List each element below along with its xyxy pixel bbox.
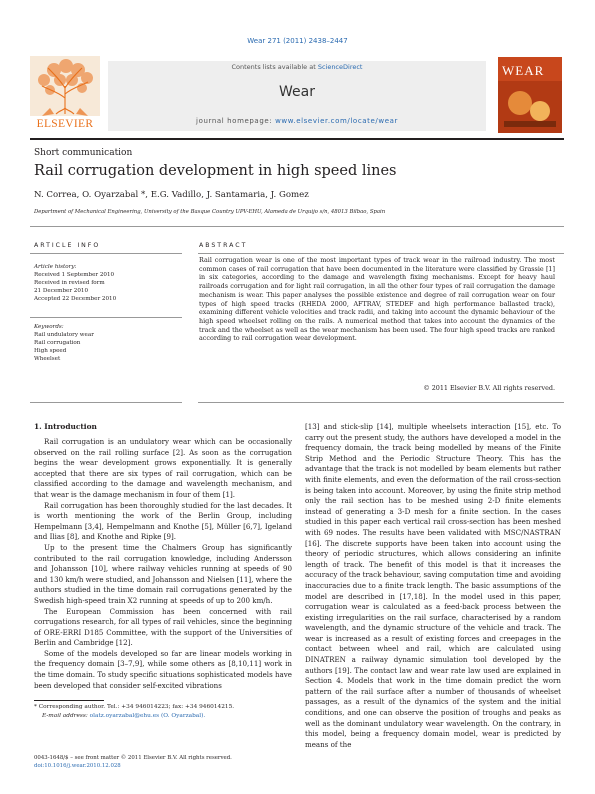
author-affiliation: Department of Mechanical Engineering, University of the Basque Country UPV-EHU, Alameda de Urquijo s/n, 48013 Bilbao, Spain [34, 209, 386, 215]
history-item: 21 December 2010 [34, 288, 89, 294]
abstract-heading: ABSTRACT [199, 242, 248, 249]
article-type: Short communication [34, 148, 133, 158]
journal-homepage: journal homepage: www.elsevier.com/locate/wear [196, 117, 398, 125]
author-list: N. Correa, O. Oyarzabal *, E.G. Vadillo, J. Santamaria, J. Gomez [34, 190, 309, 200]
sciencedirect-link[interactable]: ScienceDirect [317, 63, 363, 71]
article-info-rule [30, 253, 182, 254]
footnote-contact: * Corresponding author. Tel.: +34 946014223; fax: +34 946014215. [34, 704, 235, 710]
copyright-line: © 2011 Elsevier B.V. All rights reserved. [423, 384, 555, 392]
publication-info [34, 754, 292, 770]
journal-citation[interactable]: Wear 271 (2011) 2438–2447 [247, 37, 348, 45]
cover-title: WEAR [502, 63, 545, 78]
footnote-rule [34, 700, 104, 701]
history-item: Accepted 22 December 2010 [34, 296, 117, 302]
paragraph: The European Commission has been concerned with rail corrugations research, for all types of rail vehicles, since the beginning of ORE-ERRI D185 Committee, with the support of the Universities of Berlin and Cambridge [12]. [34, 606, 292, 648]
doi-link[interactable]: doi:10.1016/j.wear.2010.12.028 [34, 763, 121, 769]
abstract-text: Rail corrugation wear is one of the most important types of track wear in the railroad industry. The most common cases of rail corrugation that have been documented in the literature were classified by Grassie [1] in six categories, according to the damage and wavelength fixing mechanisms. Except for heavy haul railroads corrugation and for light rail corrugation, in all the other four types of rail corrugation the damage mechanism is wear. This paper analyses the possible existence and degree of rail corrugation wear on four types of high speed tracks (RHEDA 2000, AFTRAV, STEDEF and high performance ballasted track), examining different vehicle velocities and track radii, and taking into account the dynamic behaviour of the high speed wheelset rolling on the rails. A numerical method that takes into account the dynamics of the track and the wheelset as well as the wear mechanism has been used. The four high speed tracks are ranked according to rail corrugation wear development. [199, 256, 555, 343]
body-column-right [305, 422, 561, 750]
issn-line: 0043-1648/$ – see front matter © 2011 Elsevier B.V. All rights reserved. [34, 755, 232, 761]
cover-art [498, 81, 562, 133]
article-history [34, 263, 116, 303]
article-info-bottom-rule [30, 402, 182, 403]
abstract-bottom-rule [198, 402, 564, 403]
paragraph: Rail corrugation is an undulatory wear which can be occasionally observed on the rail rolling surface [2]. As soon as the corrugation begins the wear development grows exponentially. It is generally accepted that there are six types of rail corrugation, which can be classified according to the damage and wavelength mechanism, and that wear is the damage mechanism in four of them [1]. [34, 437, 292, 499]
paragraph: Up to the present time the Chalmers Group has significantly contributed to the rail corrugation knowledge, including Andersson and Johansson [10], where railway vehicles running at speeds of 90 and 130 km/h were studied, and Johansson and Nielsen [11], where the authors studied in the time domain rail corrugations generated by the Swedish high-speed train X2 running at speeds of up to 200 km/h. [34, 542, 292, 605]
history-item: Received in revised form [34, 280, 105, 286]
article-info-heading: ARTICLE INFO [34, 242, 101, 249]
section-title-introduction: 1. Introduction [34, 422, 97, 431]
homepage-link[interactable]: www.elsevier.com/locate/wear [275, 117, 398, 125]
abstract-rule [198, 253, 564, 254]
keywords-block [34, 323, 94, 363]
body-column-left [34, 437, 292, 691]
keyword-item: Wheelset [34, 356, 61, 362]
contents-available-line: Contents lists available at ScienceDirect [231, 63, 363, 71]
paragraph: Some of the models developed so far are linear models working in the frequency domain [3–7,9], while some others as [8,10,11] work in the time domain. To study specific situations sophisticated models have been developed that consider self-excited vibrations [34, 648, 292, 690]
email-label: E-mail address: [42, 712, 90, 719]
article-title: Rail corrugation development in high speed lines [34, 163, 397, 179]
journal-cover-image [498, 57, 562, 133]
article-history-label: Article history: [34, 264, 77, 270]
keywords-rule [30, 317, 182, 318]
paragraph: Rail corrugation has been thoroughly studied for the last decades. It is worth mentioning the work of the Berlin Group, including Hempelmann [3,4], Hempelmann and Knothe [5], Müller [6,7], Igeland and Ilias [8], and Knothe and Ripke [9]. [34, 500, 292, 542]
journal-title: Wear [279, 84, 315, 100]
paragraph: [13] and stick-slip [14], multiple wheelsets interaction [15], etc. To carry out the present study, the authors have developed a model in the frequency domain, the track being modelled by means of the Finite Strip Method and the Periodic Structure Theory. This has the advantage that the track is not modelled by beam elements but rather with finite elements, and even the deformation of the rail cross-section is being taken into account. Moreover, by using the finite strip method only the rail section has to be meshed using 2-D finite elements instead of generating a 3-D mesh for a finite section. In the cases studied in this paper each vertical rail cross-section has been meshed with 69 nodes. The results have been validated with MSC/NASTRAN [16]. The discrete supports have been taken into account using the theory of periodic structures, which allows considering an infinite length of track. The benefit of this model is that it increases the accuracy of the track behaviour, saving computation time and avoiding inaccuracies due to a finite track length. The basic assumptions of the model are described in [17,18]. In the model used in this paper, corrugation wear is calculated as a feed-back process between the existing irregularities on the rail surface, characterised by a random wavelength, and the dynamic structure of the vehicle and track. The wear is increased as a result of existing forces and creepages in the contact between wheel and rail, which are calculated using DINATREN a railway dynamic simulation tool developed by the authors [19]. The contact law and wear rate law used are explained in Section 4. Models that work in the time domain predict the worn pattern of the rail surface after a number of thousands of wheelset passages, as a result of the dynamics of the system and the initial conditions, and one can observe the position of troughs and peaks as well as the dominant undulatory wear wavelength. On the contrary, in this model, being a frequency domain model, wear is predicted by means of the [305, 422, 561, 749]
keyword-item: High speed [34, 348, 67, 354]
email-link[interactable]: olatz.oyarzabal@ehu.es (O. Oyarzabal). [89, 712, 206, 719]
affiliation-rule [30, 226, 564, 227]
keyword-item: Rail corrugation [34, 340, 81, 346]
history-item: Received 1 September 2010 [34, 272, 115, 278]
keyword-item: Rail undulatory wear [34, 332, 94, 338]
keywords-label: Keywords: [34, 324, 64, 330]
header-rule [30, 138, 564, 140]
corresponding-author-footnote [34, 703, 292, 720]
publisher-name: ELSEVIER [36, 118, 94, 130]
